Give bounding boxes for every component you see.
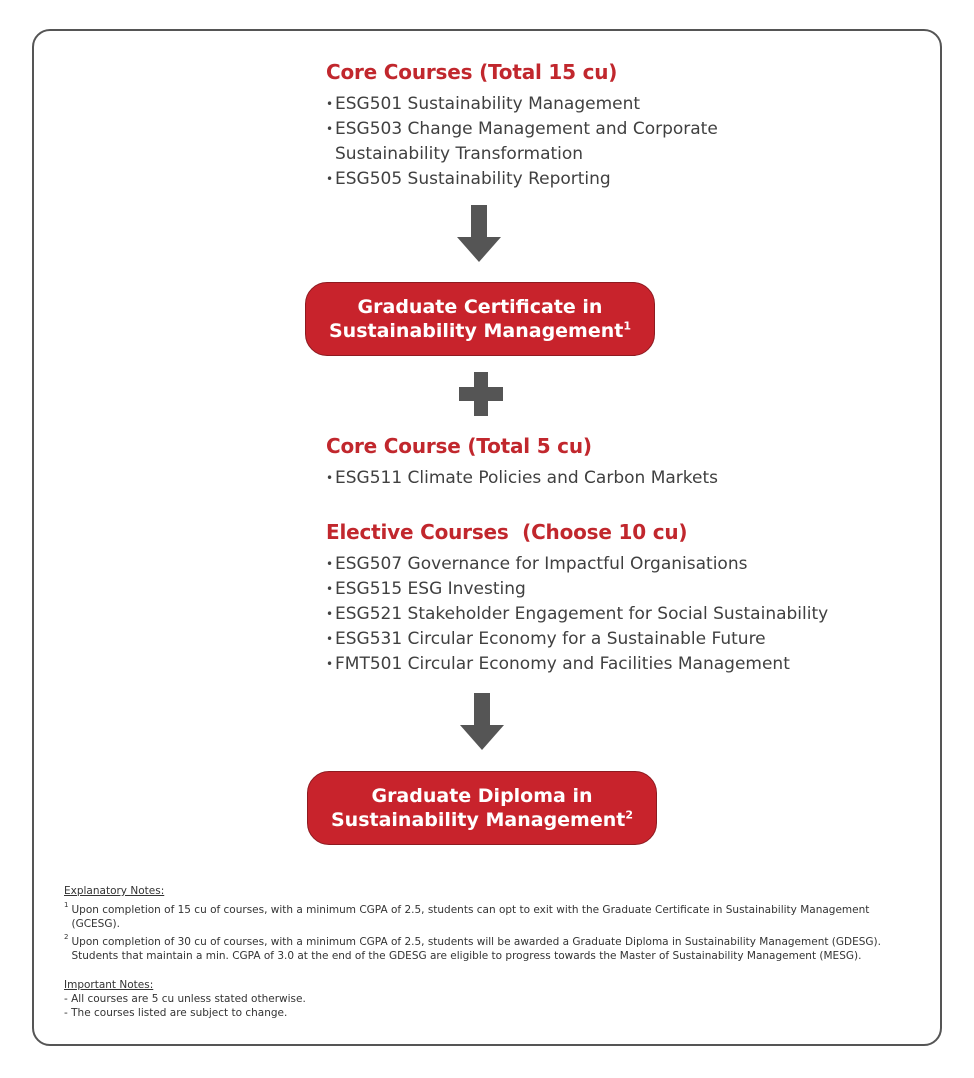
notes-section [64,884,914,1020]
course-item: • FMT501 Circular Economy and Facilities Management [326,652,926,677]
course-item: • ESG511 Climate Policies and Carbon Markets [326,466,926,491]
footnote-2-mark: 2 [64,933,69,941]
course-item: • ESG515 ESG Investing [326,577,926,602]
course-item: • ESG531 Circular Economy for a Sustainable Future [326,627,926,652]
down-arrow-icon [457,205,501,263]
core-courses-heading: Core Courses (Total 15 cu) [326,60,618,84]
certificate-footnote-mark: 1 [623,319,632,333]
core-course-section [326,434,926,491]
core-courses-section [326,60,926,192]
explanatory-notes-title: Explanatory Notes: [64,885,165,897]
course-item: • ESG505 Sustainability Reporting [326,167,926,192]
graduate-diploma-badge [307,771,657,845]
elective-courses-list [326,552,926,677]
certificate-line2: Sustainability Management [328,320,624,342]
course-item: • ESG507 Governance for Impactful Organisations [326,552,926,577]
footnote-2 [64,935,914,963]
footnote-2-text: Upon completion of 30 cu of courses, with a minimum CGPA of 2.5, students will be awarded a Graduate Diploma in Sustainability Management (GDESG). Students that maintain a min. CGPA of 3.0 at the end of the GDESG are eligible to progress towards the Master of Sustainability Management (MESG). [71,936,881,962]
elective-courses-heading: Elective Courses (Choose 10 cu) [326,520,688,544]
graduate-certificate-badge [305,282,655,356]
plus-icon [459,372,503,416]
course-item: • ESG501 Sustainability Management [326,92,926,117]
elective-courses-section [326,520,926,677]
course-item: • ESG503 Change Management and Corporate Sustainability Transformation [326,117,755,167]
important-note-1: - All courses are 5 cu unless stated otherwise. [64,993,306,1005]
footnote-1-mark: 1 [64,901,69,909]
core-course-list [326,466,926,491]
core-courses-list [326,92,926,192]
footnote-1 [64,903,914,931]
important-note-2: - The courses listed are subject to change. [64,1007,288,1019]
diploma-footnote-mark: 2 [625,808,634,822]
footnote-1-text: Upon completion of 15 cu of courses, with a minimum CGPA of 2.5, students can opt to exit with the Graduate Certificate in Sustainability Management (GCESG). [71,904,870,930]
certificate-line1: Graduate Certificate in [357,296,603,318]
diploma-line2: Sustainability Management [330,809,626,831]
course-item: • ESG521 Stakeholder Engagement for Social Sustainability [326,602,926,627]
diploma-line1: Graduate Diploma in [371,785,593,807]
important-notes-title: Important Notes: [64,979,154,991]
down-arrow-icon [460,693,504,751]
core-course-heading: Core Course (Total 5 cu) [326,434,592,458]
